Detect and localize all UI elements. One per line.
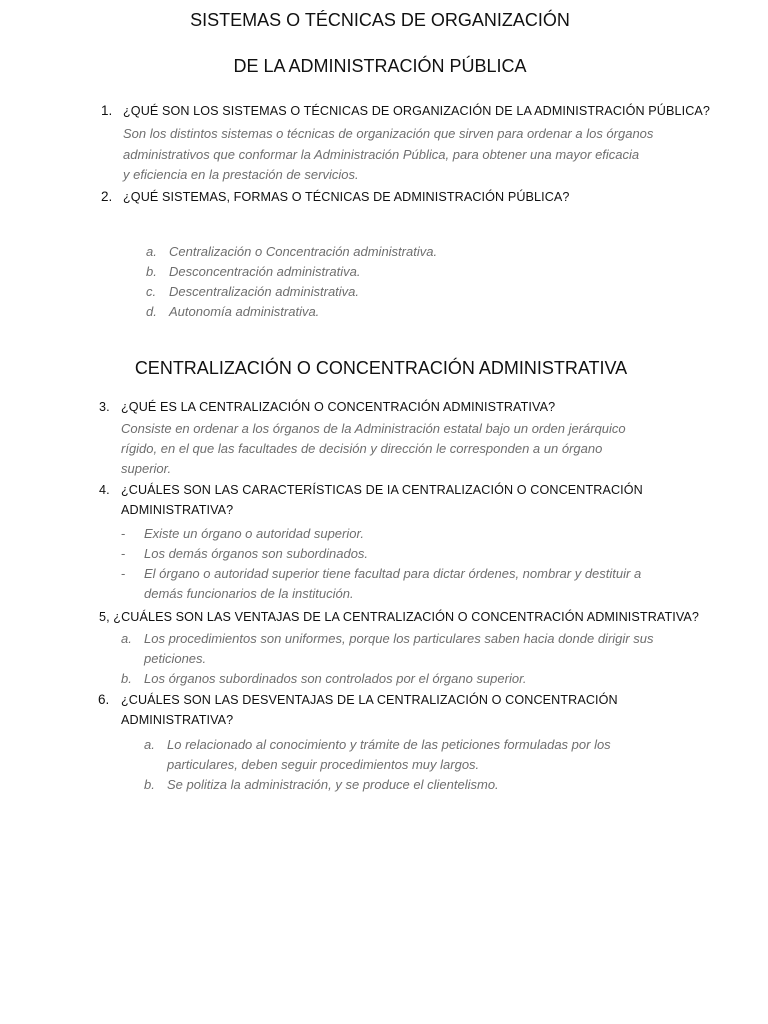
answer-3-line-1: Consiste en ordenar a los órganos de la Administración estatal bajo un orden jerárquico	[121, 421, 626, 436]
question-1-text: ¿QUÉ SON LOS SISTEMAS O TÉCNICAS DE ORGANIZACIÓN DE LA ADMINISTRACIÓN PÚBLICA?	[123, 104, 710, 118]
answer-3-line-2: rígido, en el que las facultades de decisión y dirección le corresponden a un órgano	[121, 441, 603, 456]
bullet-dash: -	[121, 526, 126, 541]
list-item-label: c.	[146, 284, 157, 299]
list-item: Desconcentración administrativa.	[169, 264, 361, 279]
question-3-text: ¿QUÉ ES LA CENTRALIZACIÓN O CONCENTRACIÓN ADMINISTRATIVA?	[121, 400, 556, 414]
list-item: Los demás órganos son subordinados.	[144, 546, 369, 561]
list-item: Existe un órgano o autoridad superior.	[144, 526, 364, 541]
question-6-text-line-2: ADMINISTRATIVA?	[121, 713, 234, 727]
answer-3-line-3: superior.	[121, 461, 172, 476]
list-item-label: a.	[121, 631, 132, 646]
list-item-label: b.	[146, 264, 157, 279]
list-item-label: a.	[144, 737, 155, 752]
list-item: El órgano o autoridad superior tiene facultad para dictar órdenes, nombrar y destituir a	[144, 566, 642, 581]
question-6-number: 6.	[98, 692, 110, 707]
list-item-label: b.	[121, 671, 132, 686]
list-item: Autonomía administrativa.	[169, 304, 320, 319]
question-2-text: ¿QUÉ SISTEMAS, FORMAS O TÉCNICAS DE ADMINISTRACIÓN PÚBLICA?	[123, 190, 570, 204]
list-item: Descentralización administrativa.	[169, 284, 360, 299]
answer-1-line-1: Son los distintos sistemas o técnicas de organización que sirven para ordenar a los órganos	[123, 126, 654, 141]
list-item: Los procedimientos son uniformes, porque los particulares saben hacia donde dirigir sus	[144, 631, 654, 646]
question-4-text-line-2: ADMINISTRATIVA?	[121, 503, 234, 517]
question-4-text-line-1: ¿CUÁLES SON LAS CARACTERÍSTICAS DE IA CENTRALIZACIÓN O CONCENTRACIÓN	[121, 483, 643, 497]
list-item-continuation: demás funcionarios de la institución.	[144, 586, 354, 601]
list-item: Lo relacionado al conocimiento y trámite de las peticiones formuladas por los	[167, 737, 611, 752]
question-6-text-line-1: ¿CUÁLES SON LAS DESVENTAJAS DE LA CENTRALIZACIÓN O CONCENTRACIÓN	[121, 693, 618, 707]
list-item-label: b.	[144, 777, 155, 792]
answer-1-line-3: y eficiencia en la prestación de servicios.	[123, 167, 359, 182]
list-item: Se politiza la administración, y se produce el clientelismo.	[167, 777, 499, 792]
list-item-label: d.	[146, 304, 157, 319]
question-1-number: 1.	[101, 103, 113, 118]
list-item: Los órganos subordinados son controlados por el órgano superior.	[144, 671, 527, 686]
document-title: SISTEMAS O TÉCNICAS DE ORGANIZACIÓN	[190, 10, 570, 30]
question-4-number: 4.	[99, 483, 110, 497]
answer-1-line-2: administrativos que conformar la Administración Pública, para obtener una mayor eficacia	[123, 147, 640, 162]
list-item-label: a.	[146, 244, 157, 259]
list-item-continuation: peticiones.	[144, 651, 207, 666]
bullet-dash: -	[121, 566, 126, 581]
question-3-number: 3.	[99, 400, 110, 414]
question-2-number: 2.	[101, 189, 113, 204]
document-subtitle: DE LA ADMINISTRACIÓN PÚBLICA	[233, 56, 527, 76]
list-item: Centralización o Concentración administrativa.	[169, 244, 438, 259]
bullet-dash: -	[121, 546, 126, 561]
list-item-continuation: particulares, deben seguir procedimientos muy largos.	[167, 757, 480, 772]
section-title: CENTRALIZACIÓN O CONCENTRACIÓN ADMINISTRATIVA	[134, 358, 628, 378]
question-5-text: 5, ¿CUÁLES SON LAS VENTAJAS DE LA CENTRALIZACIÓN O CONCENTRACIÓN ADMINISTRATIVA?	[99, 610, 700, 624]
